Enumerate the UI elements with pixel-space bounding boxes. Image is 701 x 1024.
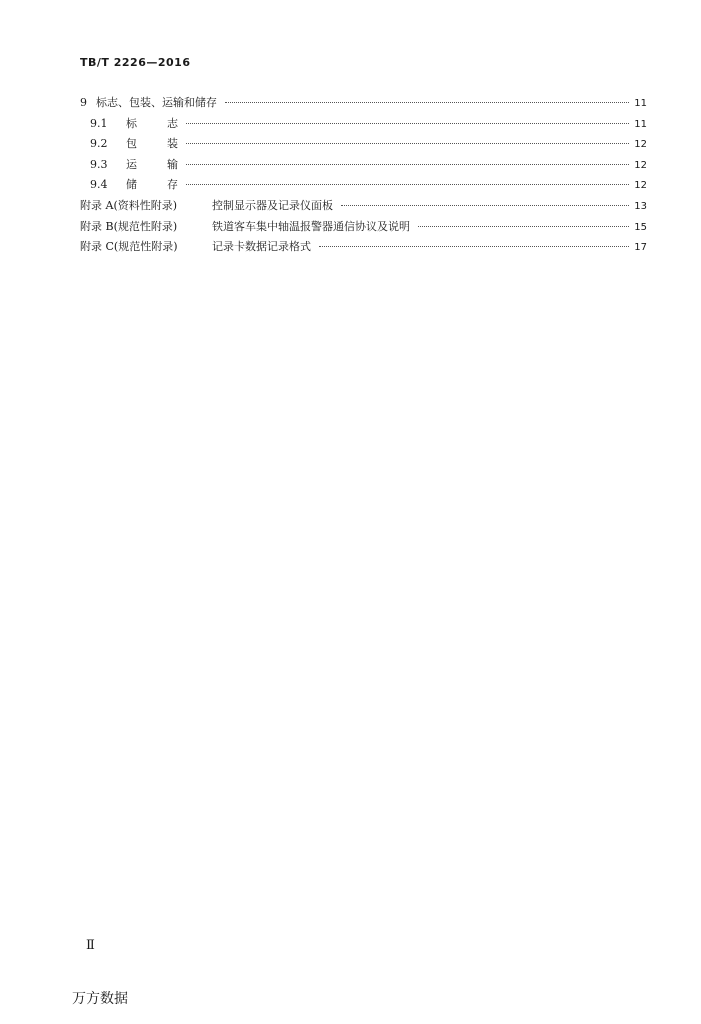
toc-page-number: 12 [634, 159, 647, 171]
toc-entry-appendix-c[interactable] [80, 237, 647, 258]
appendix-label: 附录 C(规范性附录) [80, 240, 178, 254]
toc-page-number: 11 [634, 98, 647, 109]
toc-page-number: 12 [634, 139, 647, 151]
page-number-roman: Ⅱ [86, 938, 95, 953]
toc-entry-9-2[interactable] [80, 134, 647, 155]
appendix-label: 附录 B(规范性附录) [80, 219, 178, 233]
toc-title: 记录卡数据记录格式 [212, 240, 311, 254]
toc-entry-9-4[interactable] [80, 175, 647, 196]
toc-number: 9.2 [90, 137, 108, 151]
toc-page-number: 13 [634, 200, 647, 212]
dot-leader [186, 123, 629, 124]
toc-title [126, 175, 178, 196]
toc-title-char: 志 [167, 116, 178, 130]
toc-title [126, 114, 178, 135]
dot-leader [186, 164, 629, 165]
toc-number: 9.3 [90, 157, 108, 171]
toc-entry-appendix-a[interactable] [80, 196, 647, 217]
toc-title [126, 134, 178, 155]
watermark-text: 万方数据 [72, 991, 128, 1007]
toc-title: 控制显示器及记录仪面板 [212, 198, 333, 212]
toc-title-char: 存 [167, 178, 178, 192]
toc-entry-9-3[interactable] [80, 155, 647, 176]
toc-title-char: 运 [126, 157, 137, 171]
toc-title-char: 储 [126, 178, 137, 192]
toc-page-number: 15 [634, 221, 647, 233]
toc-title: 标志、包装、运输和储存 [96, 96, 217, 109]
toc-page-number: 11 [634, 118, 647, 130]
toc-title-char: 标 [126, 116, 137, 130]
toc-page-number: 12 [634, 180, 647, 192]
dot-leader [186, 184, 629, 185]
toc-title [126, 155, 178, 176]
toc-page-number: 17 [634, 242, 647, 254]
dot-leader [341, 205, 629, 206]
appendix-label: 附录 A(资料性附录) [80, 198, 178, 212]
dot-leader [186, 143, 629, 144]
toc-number: 9 [80, 96, 87, 109]
toc-title: 铁道客车集中轴温报警器通信协议及说明 [212, 219, 410, 233]
toc-title-char: 装 [167, 137, 178, 151]
toc-entry-9-1[interactable] [80, 114, 647, 135]
document-code-header: TB/T 2226—2016 [80, 56, 191, 69]
toc-number: 9.4 [90, 178, 108, 192]
table-of-contents [80, 93, 647, 258]
dot-leader [418, 226, 629, 227]
toc-entry-9[interactable] [80, 93, 647, 114]
dot-leader [225, 102, 629, 103]
toc-number: 9.1 [90, 116, 108, 130]
toc-entry-appendix-b[interactable] [80, 217, 647, 238]
dot-leader [319, 246, 629, 247]
toc-title-char: 包 [126, 137, 137, 151]
toc-title-char: 输 [167, 157, 178, 171]
